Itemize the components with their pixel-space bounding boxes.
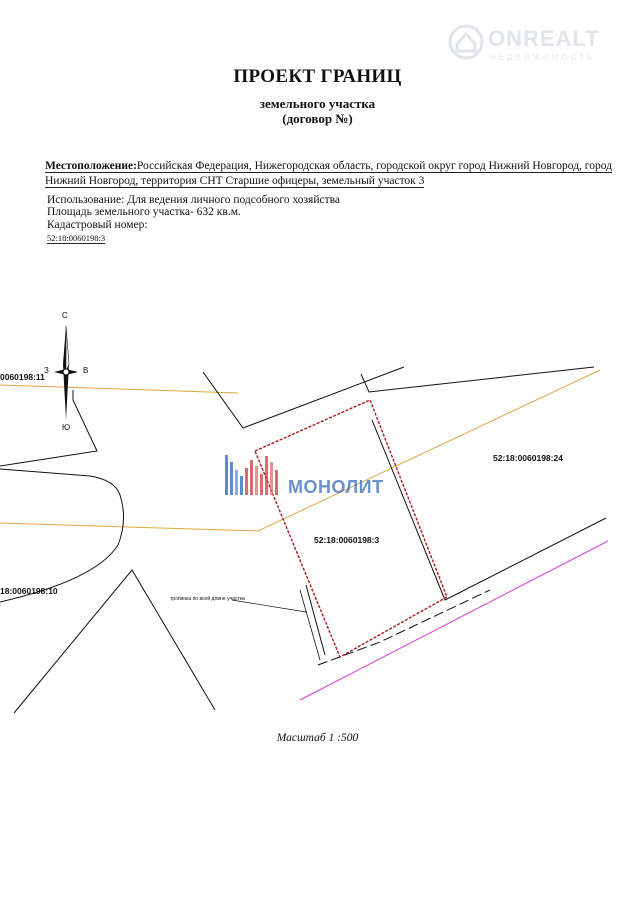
monolit-watermark xyxy=(225,455,278,495)
document-subtitle-2: (договор №) xyxy=(282,111,353,126)
road-line-lower xyxy=(0,370,600,531)
contour-left-triangle xyxy=(0,390,97,466)
contour-right-low xyxy=(372,420,606,600)
path-dashed-line xyxy=(318,590,490,665)
document-subtitle-1: земельного участка xyxy=(259,96,376,111)
document-title: ПРОЕКТ ГРАНИЦ xyxy=(233,66,402,87)
location-line-2: Нижний Новгород, территория СНТ Старшие офицеры, земельный участок 3 xyxy=(45,175,425,187)
map-scale: Масштаб 1 :500 xyxy=(276,732,359,744)
location-label: Местоположение: xyxy=(45,160,137,172)
compass-west: З xyxy=(44,366,49,375)
compass-south: Ю xyxy=(62,423,71,432)
location-text-1: Российская Федерация, Нижегородская область, городской округ город Нижний Новгород, город xyxy=(136,160,613,172)
parcel-label-right: 52:18:0060198:24 xyxy=(493,453,563,463)
contour-top-right xyxy=(361,367,594,392)
area-text: Площадь земельного участка- 632 кв.м. xyxy=(47,206,241,218)
cadastral-number: 52:18:0060198:3 xyxy=(47,233,106,243)
onrealt-brand: ONREALT xyxy=(488,26,600,51)
contour-top-road xyxy=(203,367,404,428)
road-line-upper xyxy=(0,385,238,393)
parcel-3-boundary xyxy=(255,400,447,657)
compass-east: В xyxy=(83,366,89,375)
contour-left-curve xyxy=(0,469,124,602)
parcel-label-main: 52:18:0060198:3 xyxy=(314,535,380,545)
compass-north: С xyxy=(62,311,68,320)
parcel-label-left-bottom: 18:0060198:10 xyxy=(0,586,58,596)
parcel-label-left-top: 0060198:11 xyxy=(0,372,45,382)
path-note: тропинка по всей длине участка xyxy=(170,596,245,602)
usage-text: Использование: Для ведения личного подсобного хозяйства xyxy=(47,194,341,206)
cadastral-label: Кадастровый номер: xyxy=(47,219,148,231)
compass-rose xyxy=(54,326,78,420)
pink-line xyxy=(300,541,608,700)
monolit-watermark-text: МОНОЛИТ xyxy=(288,477,384,497)
onrealt-tagline: НЕДВИЖИМОСТЬ xyxy=(490,53,596,62)
